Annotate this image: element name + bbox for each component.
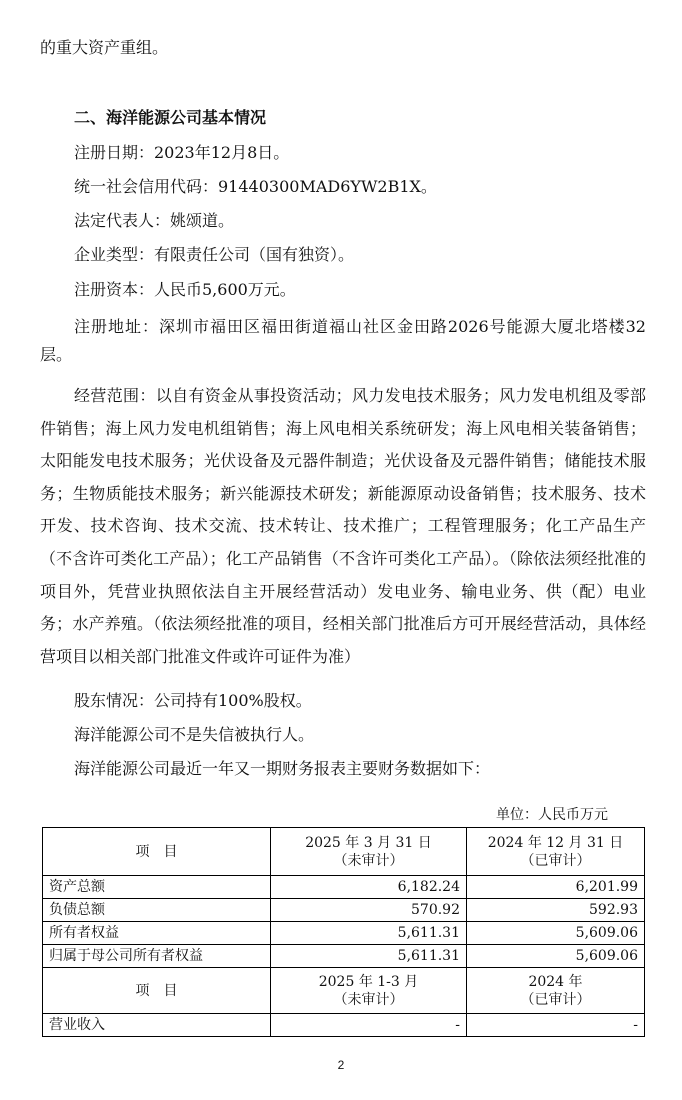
section-heading: 二、海洋能源公司基本情况 [74, 108, 267, 127]
continued-text-line: 的重大资产重组。 [40, 38, 169, 57]
table-row [43, 922, 645, 945]
col2-audit: （已审计） [520, 852, 591, 869]
table-row [43, 1014, 645, 1037]
financial-table [42, 827, 645, 1037]
revenue-value-2: - [467, 1014, 645, 1037]
table-subheader-row [43, 968, 645, 1014]
col2-period: 2024 年 [528, 973, 583, 990]
row-value: 5,611.31 [271, 945, 467, 968]
legal-representative: 法定代表人：姚颂道。 [74, 211, 235, 230]
row-value: 5,611.31 [271, 922, 467, 945]
table-row [43, 899, 645, 922]
col1-period-header [271, 968, 467, 1014]
revenue-label: 营业收入 [43, 1014, 271, 1037]
row-label: 资产总额 [43, 876, 271, 899]
item-header: 项 目 [43, 828, 271, 876]
shareholder-info: 股东情况：公司持有100%股权。 [74, 691, 312, 710]
col2-period-header [467, 968, 645, 1014]
col2-date: 2024 年 12 月 31 日 [487, 834, 624, 851]
revenue-value-1: - [271, 1014, 467, 1037]
row-value: 6,182.24 [271, 876, 467, 899]
col1-date: 2025 年 3 月 31 日 [305, 834, 432, 851]
table-row [43, 876, 645, 899]
page-number: 2 [337, 1058, 345, 1072]
row-value: 570.92 [271, 899, 467, 922]
row-value: 6,201.99 [467, 876, 645, 899]
col1-audit-2: （未审计） [333, 991, 404, 1008]
col2-audit-2: （已审计） [520, 991, 591, 1008]
company-type: 企业类型：有限责任公司（国有独资）。 [74, 245, 355, 264]
row-value: 592.93 [467, 899, 645, 922]
col1-period: 2025 年 1-3 月 [318, 973, 419, 990]
registered-address: 注册地址：深圳市福田区福田街道福山社区金田路2026号能源大厦北塔楼32层。 [40, 317, 646, 364]
table-header-row [43, 828, 645, 876]
row-label: 负债总额 [43, 899, 271, 922]
row-label: 所有者权益 [43, 922, 271, 945]
item-header-2: 项 目 [43, 968, 271, 1014]
col1-header [271, 828, 467, 876]
row-value: 5,609.06 [467, 922, 645, 945]
col2-header [467, 828, 645, 876]
business-scope: 经营范围：以自有资金从事投资活动；风力发电技术服务；风力发电机组及零部件销售；海上风力发电机组销售；海上风电相关系统研发；海上风电相关装备销售；太阳能发电技术服务；光伏设备及元器件制造；光伏设备及元器件销售；储能技术服务；生物质能技术服务；新兴能源技术研发；新能源原动设备销售；技术服务、技术开发、技术咨询、技术交流、技术转让、技术推广；工程管理服务；化工产品生产（不含许可类化工产品）；化工产品销售（不含许可类化工产品）。（除依法须经批准的项目外，凭营业执照依法自主开展经营活动）发电业务、输电业务、供（配）电业务；水产养殖。（依法须经批准的项目，经相关部门批准后方可开展经营活动，具体经营项目以相关部门批准文件或许可证件为准） [40, 386, 646, 666]
dishonest-status: 海洋能源公司不是失信被执行人。 [74, 725, 315, 744]
credit-code: 统一社会信用代码：91440300MAD6YW2B1X。 [74, 177, 437, 196]
registration-date: 注册日期：2023年12月8日。 [74, 143, 290, 162]
col1-audit: （未审计） [333, 852, 404, 869]
row-value: 5,609.06 [467, 945, 645, 968]
currency-unit: 单位：人民币万元 [496, 807, 608, 823]
row-label: 归属于母公司所有者权益 [43, 945, 271, 968]
financial-intro: 海洋能源公司最近一年又一期财务报表主要财务数据如下： [74, 759, 491, 778]
table-row [43, 945, 645, 968]
registered-capital: 注册资本：人民币5,600万元。 [74, 280, 296, 299]
